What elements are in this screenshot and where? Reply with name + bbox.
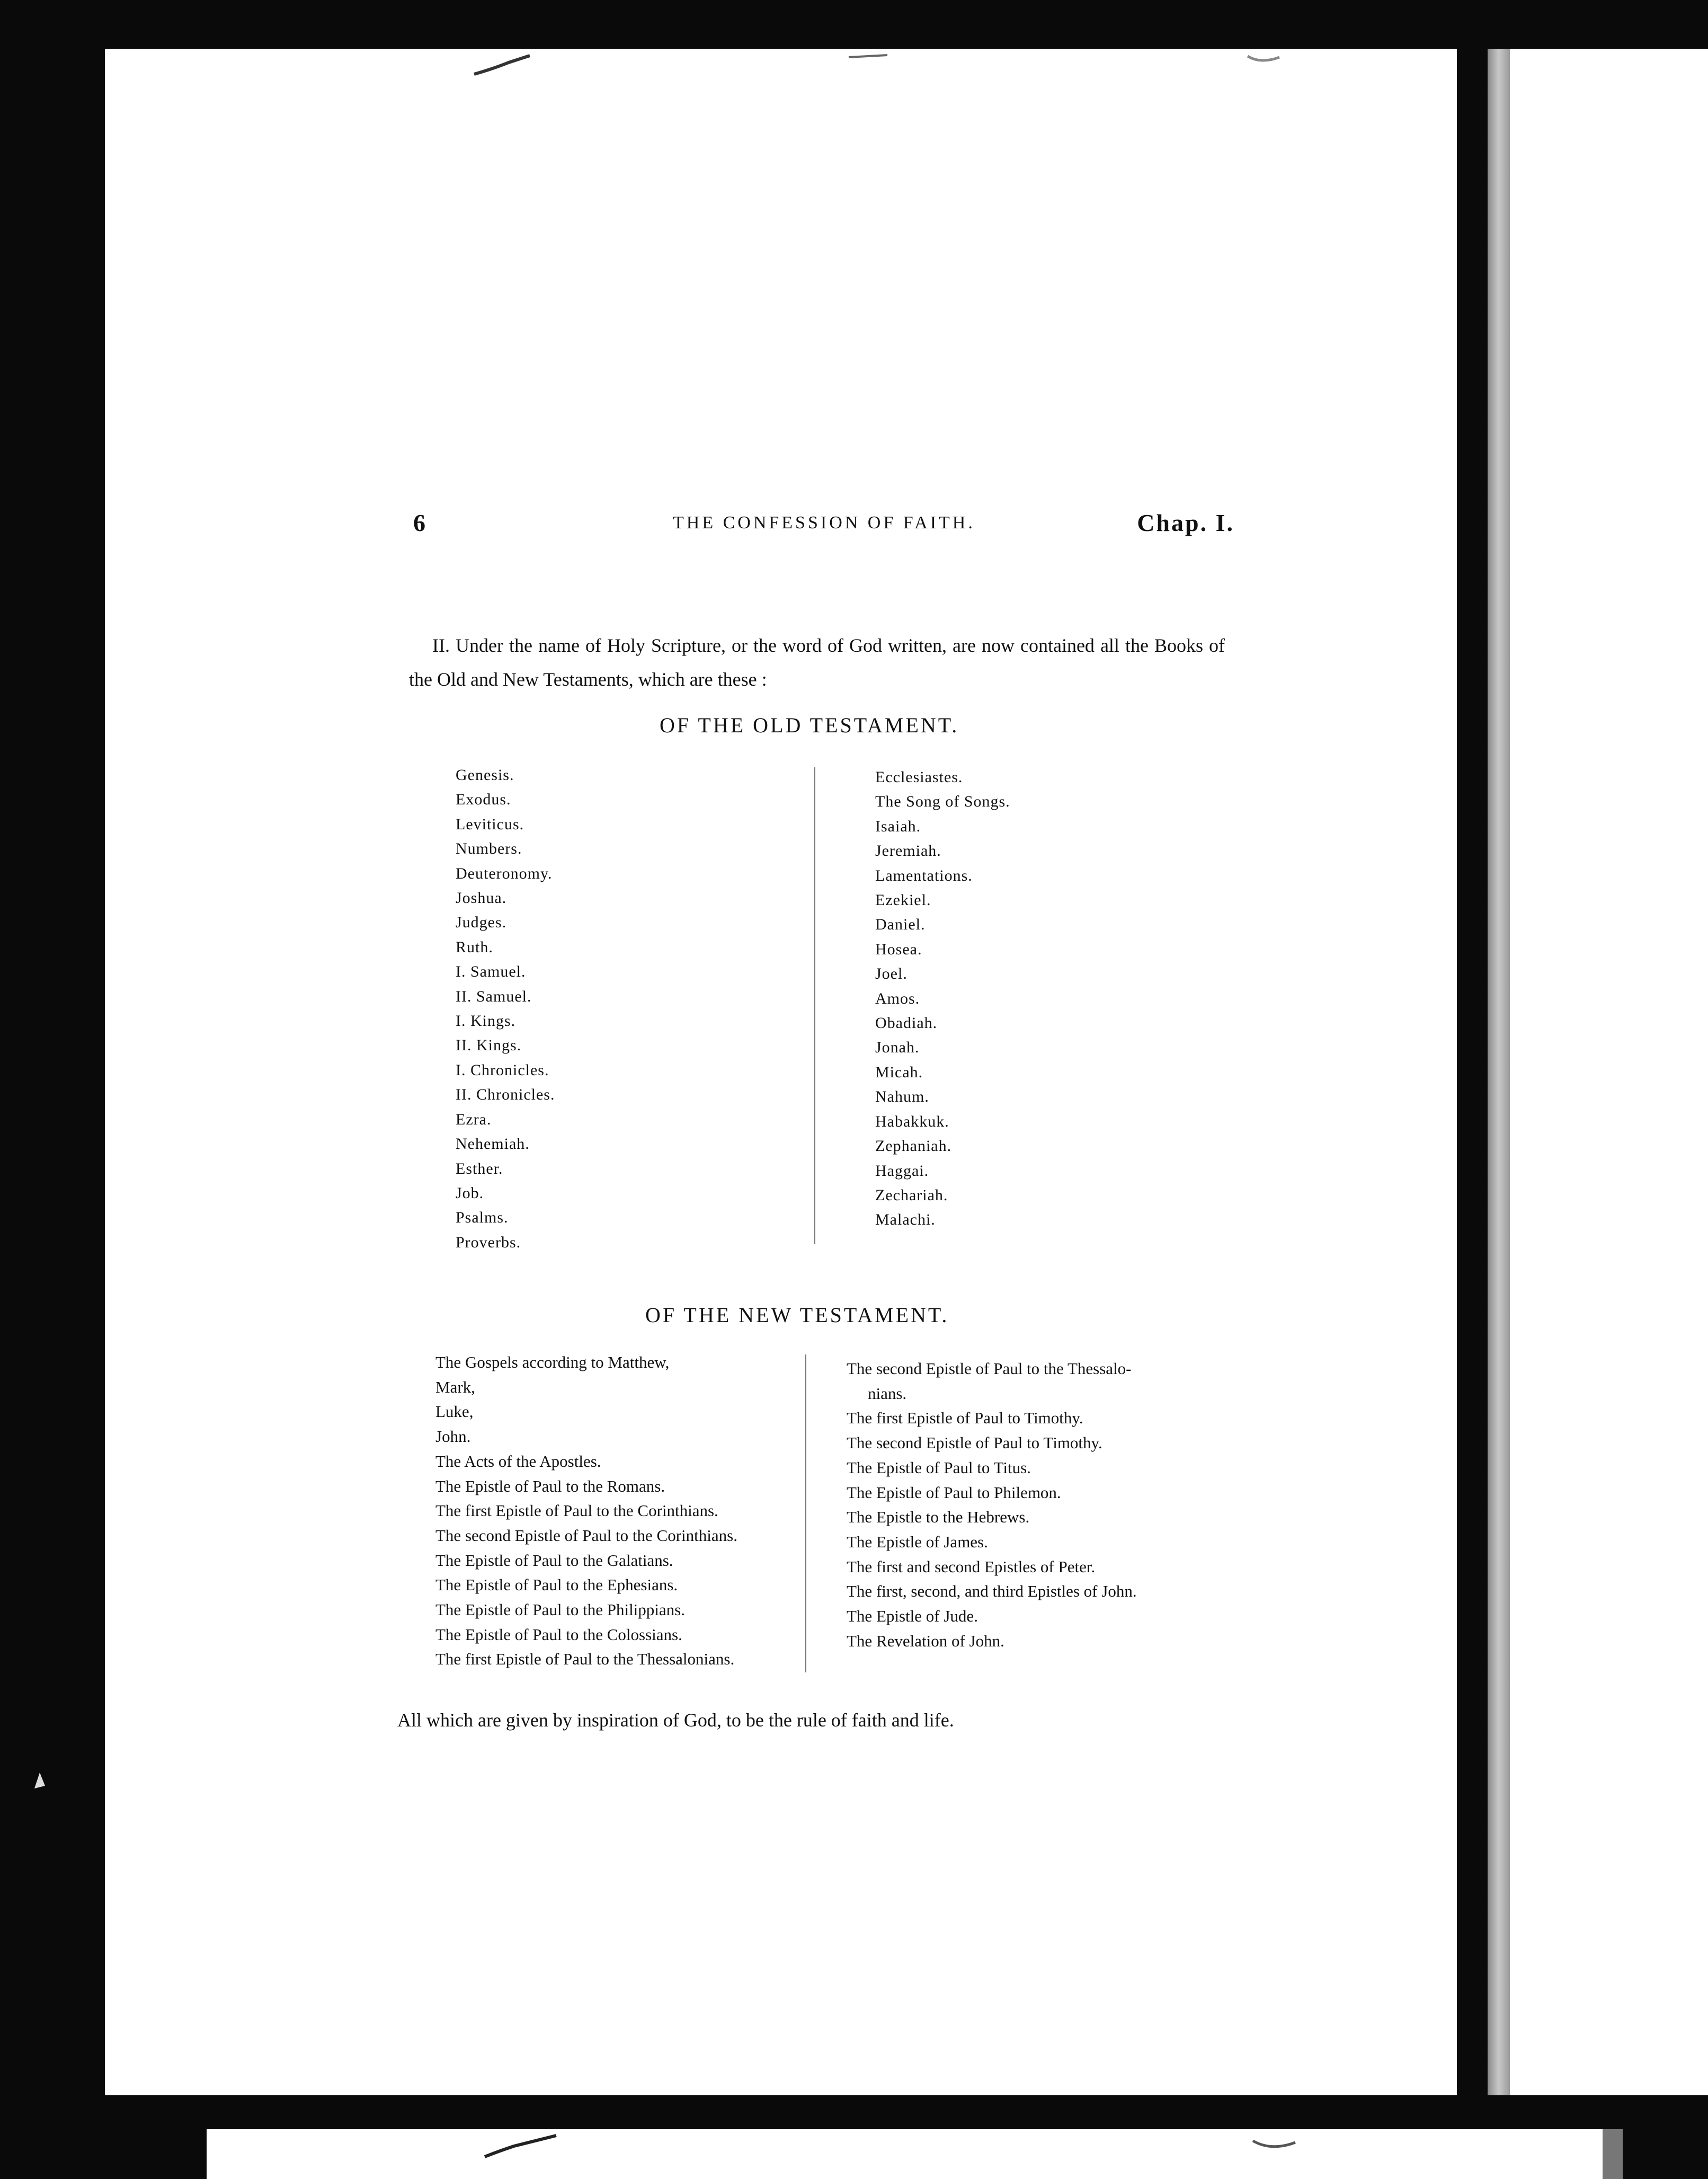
book-item: Job. [456,1184,484,1202]
book-item: Haggai. [875,1162,929,1180]
ink-smudge-mark [472,53,535,79]
page-number: 6 [413,509,425,536]
book-item: The Acts of the Apostles. [435,1451,601,1471]
page-gutter-shadow [1488,49,1510,2095]
book-item: The Epistle of Paul to the Romans. [435,1476,665,1495]
book-item: The second Epistle of Paul to Timothy. [847,1433,1102,1452]
book-item: The Revelation of John. [847,1631,1004,1650]
book-item: Mark, [435,1377,475,1396]
book-item: Zephaniah. [875,1137,952,1155]
book-item: The Epistle of Paul to the Galatians. [435,1551,673,1570]
book-item: Ruth. [456,938,493,956]
chapter-label: Chap. I. [1137,509,1234,536]
ink-smudge-mark [848,51,890,61]
book-item: Joshua. [456,889,507,907]
ink-smudge-mark [482,2130,562,2162]
book-item: Judges. [456,914,507,932]
book-item: Deuteronomy. [456,864,553,882]
book-item: Leviticus. [456,815,524,833]
book-item: The Song of Songs. [875,793,1010,811]
new-testament-list-right [847,1357,1137,1653]
book-item: I. Samuel. [456,963,526,981]
book-item: Exodus. [456,791,511,809]
book-item: The second Epistle of Paul to the Thessalo- [847,1359,1132,1378]
book-item: Amos. [875,989,920,1007]
book-item: I. Chronicles. [456,1061,549,1079]
column-divider [814,767,815,1244]
old-testament-list-right [875,765,1010,1233]
column-divider [805,1354,806,1672]
book-item: Joel. [875,965,908,983]
book-item: The Epistle of Jude. [847,1607,978,1626]
book-item: II. Kings. [456,1037,522,1055]
ink-smudge-mark [1245,51,1282,67]
book-item: II. Chronicles. [456,1086,555,1104]
underlying-page-shadow [1603,2129,1623,2179]
book-item: The first Epistle of Paul to Timothy. [847,1409,1083,1428]
running-head [413,509,1234,541]
old-testament-list-left [456,763,555,1255]
book-item: The Epistle of Paul to the Colossians. [435,1625,682,1644]
book-item: Micah. [875,1063,923,1081]
book-item: Isaiah. [875,817,921,835]
book-item: Genesis. [456,766,514,784]
new-testament-heading: OF THE NEW TESTAMENT. [645,1303,949,1327]
book-item: Ezekiel. [875,891,931,909]
underlying-page-edge [207,2129,1605,2179]
book-item: Proverbs. [456,1233,521,1251]
book-item: I. Kings. [456,1012,516,1030]
book-item: Jeremiah. [875,842,941,860]
book-item: Esther. [456,1159,503,1177]
book-item-continuation: nians. [868,1384,907,1403]
book-item: John. [435,1427,471,1446]
book-item: Jonah. [875,1039,920,1057]
book-item: The Epistle to the Hebrews. [847,1508,1030,1527]
book-item: Ecclesiastes. [875,768,963,786]
book-item: The first and second Epistles of Peter. [847,1557,1096,1576]
book-item: Nehemiah. [456,1135,530,1153]
old-testament-heading: OF THE OLD TESTAMENT. [660,713,959,737]
closing-sentence: All which are given by inspiration of God, to be the rule of faith and life. [397,1709,954,1731]
ink-smudge-mark [1250,2133,1298,2154]
book-item: The second Epistle of Paul to the Corinthians. [435,1526,737,1545]
adjacent-page-edge [1510,49,1708,2095]
book-item: Psalms. [456,1209,509,1227]
book-item: Hosea. [875,940,922,958]
book-item: The Gospels according to Matthew, [435,1353,670,1371]
new-testament-list-left [435,1350,737,1672]
book-item: Numbers. [456,840,522,858]
book-item: The first Epistle of Paul to the Thessalonians. [435,1650,735,1669]
book-item: Ezra. [456,1110,492,1128]
book-item: The first, second, and third Epistles of John. [847,1582,1137,1601]
book-item: Obadiah. [875,1014,938,1032]
book-item: Nahum. [875,1088,929,1106]
book-item: Malachi. [875,1211,936,1229]
book-item: The Epistle of Paul to Philemon. [847,1483,1061,1502]
book-item: The Epistle of Paul to Titus. [847,1458,1031,1477]
book-item: The Epistle of Paul to the Philippians. [435,1600,685,1619]
book-item: Zechariah. [875,1186,948,1204]
book-item: Lamentations. [875,866,973,884]
section-paragraph: II. Under the name of Holy Scripture, or the word of God written, are now contained all the Books of the Old and New Testaments, which are these : [409,635,1225,690]
book-item: Habakkuk. [875,1112,949,1130]
book-item: The Epistle of Paul to the Ephesians. [435,1575,678,1595]
scanned-page [105,49,1457,2095]
running-title: THE CONFESSION OF FAITH. [673,513,975,533]
book-item: The first Epistle of Paul to the Corinthians. [435,1501,718,1520]
book-item: II. Samuel. [456,987,532,1005]
ink-smudge-mark [32,1770,48,1791]
book-item: Daniel. [875,916,926,934]
book-item: The Epistle of James. [847,1532,988,1551]
book-item: Luke, [435,1402,474,1421]
